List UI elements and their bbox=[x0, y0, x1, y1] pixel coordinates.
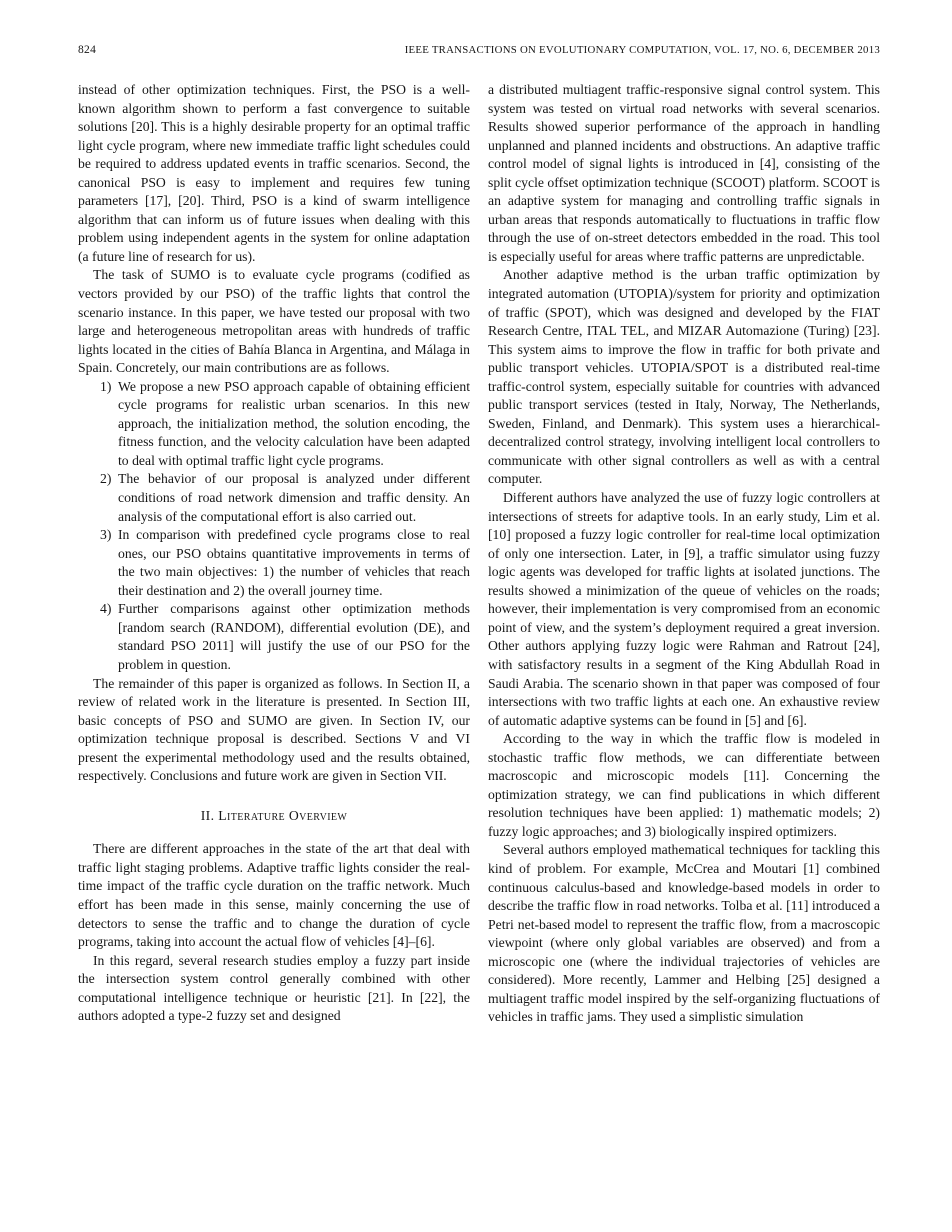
list-item bbox=[78, 470, 470, 526]
paragraph-pso-advantages: instead of other optimization techniques. First, the PSO is a well-known algorithm shown to perform a fast convergence to suitable solutions [20]. This is a highly desirable property for an optimal traffic light cycle program, where new immediate traffic light schedules could be required to address updated events in traffic scenarios. Second, the canonical PSO is easy to implement and requires few tuning parameters [17], [20]. Third, PSO is a kind of swarm intelligence algorithm that can inform us of future issues when dealing with this problem using independent agents in the system for online adaptation (a future line of research for us). bbox=[78, 82, 470, 264]
journal-title: IEEE TRANSACTIONS ON EVOLUTIONARY COMPUTATION, VOL. 17, NO. 6, DECEMBER 2013 bbox=[404, 44, 880, 56]
list-number: 2) bbox=[100, 471, 112, 487]
two-column-body bbox=[78, 81, 880, 1027]
list-number: 4) bbox=[100, 601, 112, 617]
list-item-text: In comparison with predefined cycle programs close to real ones, our PSO obtains quantitative improvements in terms of the two main objectives: 1) the number of vehicles that reach their destination and 2) the overall journey time. bbox=[118, 527, 470, 598]
paragraph-sumo-task: The task of SUMO is to evaluate cycle programs (codified as vectors provided by our PSO) of the traffic lights that control the scenario instance. In this paper, we have tested our proposal with two large and heterogeneous metropolitan areas with hundreds of traffic lights located in the cities of Bahía Blanca in Argentina, and Málaga in Spain. Concretely, our main contributions are as follows. bbox=[78, 267, 470, 376]
list-item bbox=[78, 526, 470, 600]
paragraph-paper-organization: The remainder of this paper is organized as follows. In Section II, a review of related work in the literature is presented. In Section III, basic concepts of PSO and SUMO are given. In Section IV, our optimization technique proposal is described. Sections V and VI present the experimental methodology used and the results obtained, respectively. Conclusions and future work are given in Section VII. bbox=[78, 675, 470, 784]
list-item-text: Further comparisons against other optimization methods [random search (RANDOM), differential evolution (DE), and standard PSO 2011] will justify the use of our PSO for the problem in question. bbox=[118, 601, 470, 672]
list-item-text: We propose a new PSO approach capable of obtaining efficient cycle programs for realistic urban scenarios. In this new approach, the initialization method, the solution encoding, the fitness function, and the velocity calculation have been adapted to deal with optimal traffic light cycle programs. bbox=[118, 378, 470, 468]
paragraph-fuzzy-logic-controllers: Different authors have analyzed the use of fuzzy logic controllers at intersections of streets for adaptive tools. In an early study, Lim et al. [10] proposed a fuzzy logic controller for real-time local optimization of only one intersection. Later, in [9], a traffic simulator using fuzzy logic agents was developed for traffic lights at isolated junctions. The results showed a minimization of the queue of vehicles on the roads; however, their implementation is very compromised from an economic point of view, and the system’s deployment required a great inversion. Other authors applying fuzzy logic were Rahman and Ratrout [24], with satisfactory results in a segment of the King Abdullah Road in Saudi Arabia. The scenario shown in that paper was composed of four intersections with two traffic lights at each one. An exhaustive review of automatic adaptive systems can be found in [5] and [6]. bbox=[488, 490, 880, 728]
paragraph-mathematical-techniques: Several authors employed mathematical techniques for tackling this kind of problem. For example, McCrea and Moutari [1] combined continuous calculus-based and knowledge-based models in order to describe the traffic flow in road networks. Tolba et al. [11] introduced a Petri net-based model to represent the traffic flow, from a macroscopic viewpoint (where only global variables are observed) and from a microscopic one (where the individual trajectories of vehicles are considered). More recently, Lammer and Helbing [25] designed a multiagent traffic model inspired by the self-organizing fluctuations of vehicles in traffic jams. They used a simplistic simulation bbox=[488, 842, 880, 1025]
paragraph-fuzzy-intro: In this regard, several research studies employ a fuzzy part inside the intersection system control generally combined with other computational intelligence technique or heuristic [21]. In [22], the authors adopted a type-2 fuzzy set and designed bbox=[78, 952, 470, 1024]
list-item bbox=[78, 378, 470, 471]
list-number: 3) bbox=[100, 527, 112, 543]
page-number: 824 bbox=[78, 44, 97, 56]
list-item bbox=[78, 600, 470, 674]
paragraph-adaptive-traffic-lights: There are different approaches in the state of the art that deal with traffic light staging problems. Adaptive traffic lights consider the real-time impact of the traffic cycle duration on the traffic network. Much effort has been made in this sense, mainly concerning the use of detectors to sense the traffic and to change the duration of cycle programs, taking into account the actual flow of vehicles [4]–[6]. bbox=[78, 841, 470, 950]
list-item-text: The behavior of our proposal is analyzed under different conditions of road network dimension and traffic density. An analysis of the computational effort is also carried out. bbox=[118, 471, 470, 524]
running-head bbox=[78, 44, 880, 56]
right-column bbox=[488, 81, 880, 1027]
paragraph-utopia-spot: Another adaptive method is the urban traffic optimization by integrated automation (UTOPIA)/system for priority and optimization of traffic (SPOT), which was designed and developed by the FIAT Research Centre, ITAL TEL, and MIZAR Automazione (Turing) [23]. This system aims to improve the flow in traffic for both private and public transport vehicles. UTOPIA/SPOT is a distributed real-time traffic-control system, especially suitable for countries with advanced public transport services (tested in Italy, Norway, The Netherlands, Sweden, Finland, and Denmark). This system uses a hierarchical-decentralized control strategy, involving intelligent local controllers to communicate with other signal controllers as well as with a central computer. bbox=[488, 267, 880, 487]
list-number: 1) bbox=[100, 378, 112, 394]
paragraph-scoot: a distributed multiagent traffic-responsive signal control system. This system was tested on virtual road networks with several scenarios. Results showed superior performance of the approach in handling unplanned and planned incidents and obstructions. An adaptive traffic control model of signal lights is introduced in [4], consisting of the split cycle offset optimization technique (SCOOT) platform. SCOOT is an adaptive system for managing and controlling traffic signals in urban areas that responds automatically to fluctuations in traffic flow through the use of on-street detectors embedded in the road. This tool is especially useful for areas where traffic patterns are unpredictable. bbox=[488, 82, 880, 264]
section-heading-literature-overview: II. Literature Overview bbox=[200, 807, 348, 823]
contributions-list bbox=[78, 378, 470, 675]
paragraph-traffic-flow-models: According to the way in which the traffic flow is modeled in stochastic traffic flow methods, we can differentiate between macroscopic and microscopic models [11]. Concerning the optimization strategy, we can find publications in which different resolution techniques have been applied: 1) mathematic models; 2) fuzzy logic approaches; and 3) biologically inspired optimizers. bbox=[488, 731, 880, 839]
left-column bbox=[78, 81, 470, 1027]
